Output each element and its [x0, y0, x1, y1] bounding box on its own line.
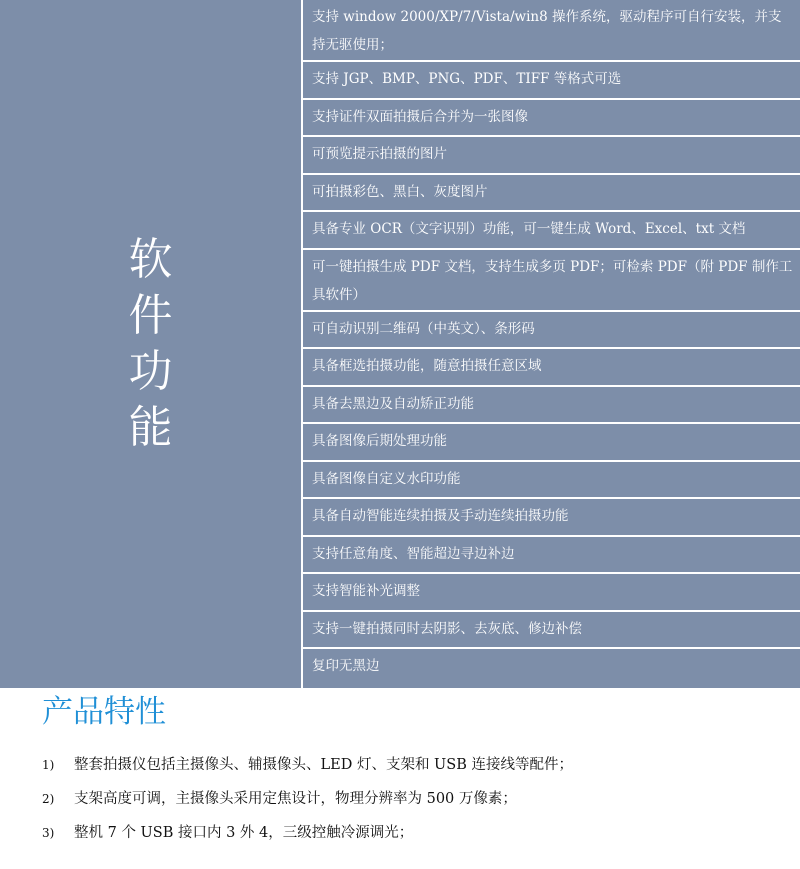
feature-list — [303, 0, 800, 688]
feature-row: 支持一键拍摄同时去阴影、去灰底、修边补偿 — [303, 612, 800, 650]
feature-row: 具备专业 OCR（文字识别）功能，可一键生成 Word、Excel、txt 文档 — [303, 212, 800, 250]
feature-row: 复印无黑边 — [312, 658, 380, 674]
list-item — [42, 748, 573, 782]
feature-row: 具备自动智能连续拍摄及手动连续拍摄功能 — [303, 499, 800, 537]
feature-row: 可一键拍摄生成 PDF 文档，支持生成多页 PDF；可检索 PDF（附 PDF 制作工具软件） — [303, 250, 800, 312]
item-number: 3) — [42, 826, 55, 840]
feature-row: 具备框选拍摄功能，随意拍摄任意区域 — [303, 349, 800, 387]
feature-row: 支持证件双面拍摄后合并为一张图像 — [303, 100, 800, 138]
item-number: 2) — [42, 792, 55, 806]
product-feature-list — [42, 748, 573, 850]
software-features-title: 软件功能 — [128, 234, 173, 453]
list-item — [42, 782, 573, 816]
feature-row: 具备图像自定义水印功能 — [303, 462, 800, 500]
product-features-title: 产品特性 — [42, 694, 166, 730]
feature-row: 支持 JGP、BMP、PNG、PDF、TIFF 等格式可选 — [303, 62, 800, 100]
feature-row: 支持智能补光调整 — [303, 574, 800, 612]
feature-row: 可自动识别二维码（中英文）、条形码 — [303, 312, 800, 350]
item-text: 支架高度可调，主摄像头采用定焦设计，物理分辨率为 500 万像素； — [74, 791, 517, 807]
item-text: 整套拍摄仪包括主摄像头、辅摄像头、LED 灯、支架和 USB 连接线等配件； — [74, 757, 573, 773]
feature-row: 具备去黑边及自动矫正功能 — [303, 387, 800, 425]
feature-row: 具备图像后期处理功能 — [303, 424, 800, 462]
feature-row: 可预览提示拍摄的图片 — [303, 137, 800, 175]
item-number: 1) — [42, 758, 55, 772]
item-text: 整机 7 个 USB 接口内 3 外 4，三级控触冷源调光； — [74, 825, 414, 841]
feature-row: 支持任意角度、智能超边寻边补边 — [303, 537, 800, 575]
feature-row: 可拍摄彩色、黑白、灰度图片 — [303, 175, 800, 213]
list-item — [42, 816, 573, 850]
feature-row: 支持 window 2000/XP/7/Vista/win8 操作系统，驱动程序可自行安装，并支持无驱使用； — [303, 0, 800, 62]
section-label-cell — [0, 0, 303, 688]
